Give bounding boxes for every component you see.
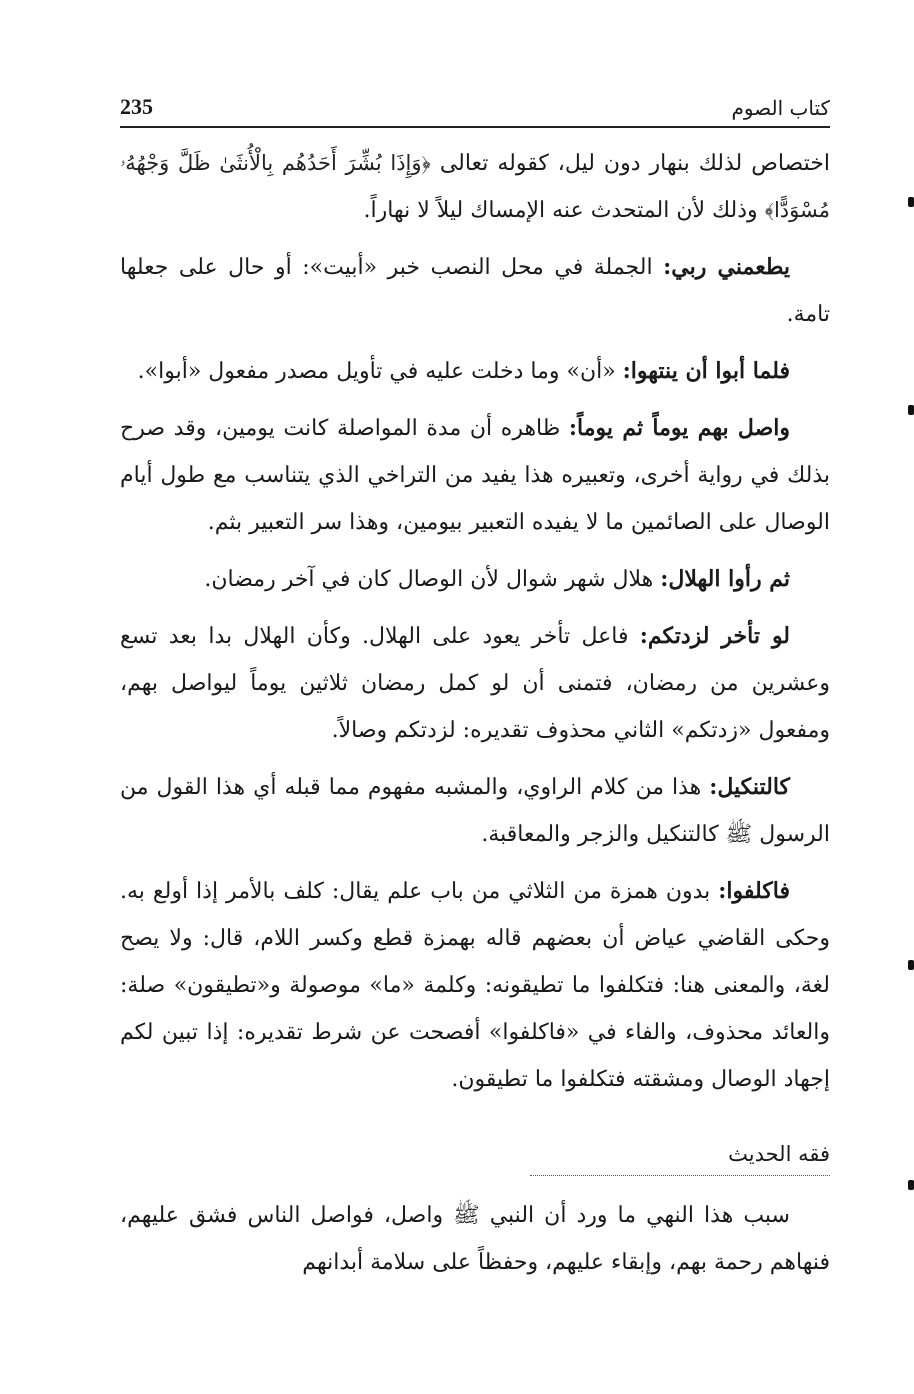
quran-verse: ﴿وَإِذَا بُشِّرَ أَحَدُهُم بِالْأُنثَىٰ ظَلَّ وَجْهُهُۥ مُسْوَدًّا﴾ [120, 151, 830, 222]
term-label: كالتنكيل: [709, 774, 790, 800]
paragraph-intro [120, 140, 830, 234]
section-heading: فقه الحديث [530, 1139, 830, 1176]
edge-mark [908, 197, 914, 207]
paragraph-fiqh: سبب هذا النهي ما ورد أن النبي ﷺ واصل، فواصل الناس فشق عليهم، فنهاهم رحمة بهم، وإبقاء عليهم، وحفظاً على سلامة أبدانهم [120, 1203, 830, 1275]
term-explanation: هذا من كلام الراوي، والمشبه مفهوم مما قبله أي هذا القول من الرسول ﷺ كالتنكيل والزجر والمعاقبة. [120, 775, 830, 847]
term-label: يطعمني ربي: [663, 254, 790, 280]
paragraph-hilal [120, 556, 830, 603]
term-explanation: «أن» وما دخلت عليه في تأويل مصدر مفعول «أبوا». [137, 359, 623, 384]
intro-text-after: وذلك لأن المتحدث عنه الإمساك ليلاً لا نهاراً. [363, 198, 765, 223]
term-explanation: ظاهره أن مدة المواصلة كانت يومين، وقد صرح بذلك في رواية أخرى، وتعبيره هذا يفيد من التراخي الذي يتناسب مع طول أيام الوصال على الصائمين ما لا يفيده التعبير بيومين، وهذا سر التعبير بثم. [120, 416, 830, 535]
paragraph-law-taakhkhara [120, 613, 830, 754]
term-label: واصل بهم يوماً ثم يوماً: [568, 415, 790, 441]
running-title: كتاب الصوم [731, 96, 830, 120]
term-explanation: هلال شهر شوال لأن الوصال كان في آخر رمضان. [204, 567, 661, 592]
term-label: فلما أبوا أن ينتهوا: [622, 358, 790, 384]
term-explanation: الجملة في محل النصب خبر «أبيت»: أو حال على جعلها تامة. [120, 255, 830, 327]
paragraph-wasala [120, 405, 830, 546]
paragraph-yutimuni [120, 244, 830, 338]
term-explanation: بدون همزة من الثلاثي من باب علم يقال: كلف بالأمر إذا أولع به. وحكى القاضي عياض أن بعضهم قاله بهمزة قطع وكسر اللام، قال: ولا يصح لغة، والمعنى هنا: فتكلفوا ما تطيقونه: وكلمة «ما» موصولة و«تطيقون» صلة: والعائد محذوف، والفاء في «فاكلفوا» أفصحت عن شرط تقديره: إذا تبين لكم إجهاد الوصال ومشقته فتكلفوا ما تطيقون. [120, 879, 830, 1092]
edge-mark [908, 1180, 914, 1190]
edge-mark [908, 960, 914, 970]
term-label: لو تأخر لزدتكم: [639, 623, 791, 649]
term-explanation: فاعل تأخر يعود على الهلال. وكأن الهلال بدا بعد تسع وعشرين من رمضان، فتمنى أن لو كمل رمضان ثلاثين يوماً ليواصل بهم، ومفعول «زدتكم» الثاني محذوف تقديره: لزدتكم وصالاً. [120, 624, 830, 743]
term-label: ثم رأوا الهلال: [660, 566, 790, 592]
scan-edge-marks [906, 0, 914, 1394]
intro-text-before: اختصاص لذلك بنهار دون ليل، كقوله تعالى [430, 151, 830, 176]
term-label: فاكلفوا: [718, 878, 790, 904]
page-header [120, 86, 830, 128]
page-body [120, 140, 830, 1296]
paragraph-tankil [120, 764, 830, 858]
page-number: 235 [120, 94, 153, 119]
edge-mark [908, 405, 914, 415]
paragraph-fakalafu [120, 868, 830, 1103]
paragraph-falamma [120, 348, 830, 395]
